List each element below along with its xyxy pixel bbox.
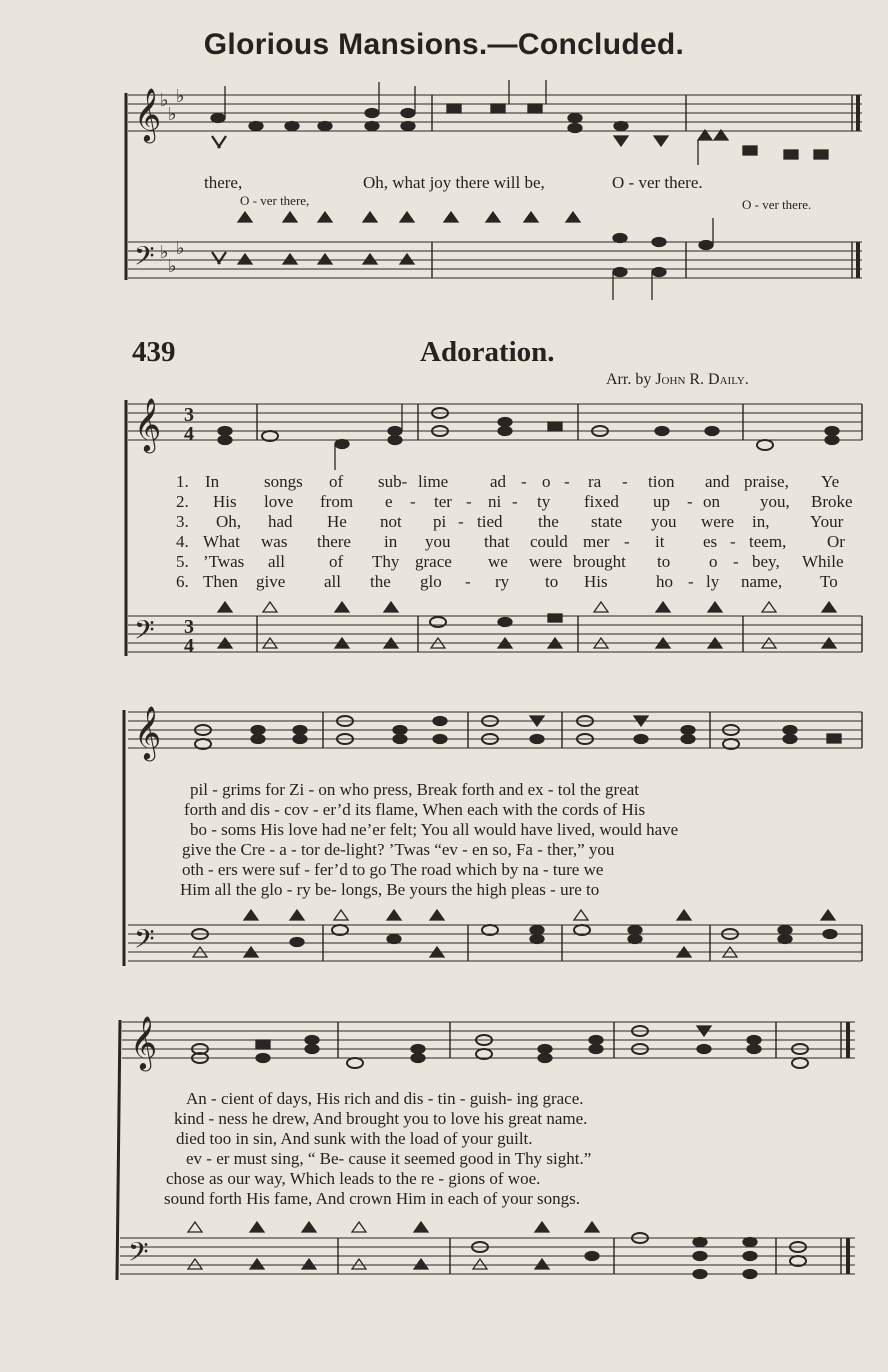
time-signature-bottom: 4 xyxy=(184,423,194,445)
echo-lyric-right: O - ver there. xyxy=(742,197,812,212)
lyric-word: - xyxy=(410,492,416,511)
lyric-word: - xyxy=(521,472,527,491)
lyric-word: was xyxy=(261,532,288,551)
verse-number: 4. xyxy=(176,532,189,551)
lyric-word: tied xyxy=(477,512,503,531)
lyric-word: up xyxy=(653,492,670,511)
lyric-word: you, xyxy=(760,492,790,511)
verse-line: kind - ness he drew, And brought you to love his great name. xyxy=(174,1109,588,1128)
verse-line: An - cient of days, His rich and dis - tin - guish- ing grace. xyxy=(186,1089,584,1108)
lyric-word: we xyxy=(488,552,508,571)
lyric-word: - xyxy=(466,492,472,511)
lyric-word: songs xyxy=(264,472,303,491)
lyric-word: could xyxy=(530,532,568,551)
lyric-word: on xyxy=(703,492,720,511)
lyric-word: in, xyxy=(752,512,770,531)
lyric-word: pi xyxy=(433,512,447,531)
lyric-word: all xyxy=(324,572,341,591)
treble-clef-icon: 𝄞 xyxy=(134,397,162,451)
lyric-word: bey, xyxy=(752,552,780,571)
lyric-word: the xyxy=(538,512,559,531)
verse-line: pil - grims for Zi - on who press, Break forth and ex - tol the great xyxy=(190,780,639,799)
lyric-word: ly xyxy=(706,572,720,591)
verse-line: died too in sin, And sunk with the load of your guilt. xyxy=(176,1129,533,1148)
lyric-word: were xyxy=(701,512,735,531)
lyric-word: all xyxy=(268,552,285,571)
lyric-word: His xyxy=(213,492,237,511)
verse-line: give the Cre - a - tor de-light? ’Twas “ev - en so, Fa - ther,” you xyxy=(182,840,615,859)
lyric-word: it xyxy=(655,532,665,551)
lyric-word: you xyxy=(425,532,451,551)
lyric-word: - xyxy=(733,552,739,571)
lyric-word: tion xyxy=(648,472,675,491)
lyric-word: While xyxy=(802,552,844,571)
lyric-word: Broke xyxy=(811,492,853,511)
lyric-word: - xyxy=(465,572,471,591)
svg-text:♭: ♭ xyxy=(168,104,177,125)
lyric-word: ad xyxy=(490,472,507,491)
verse-number: 5. xyxy=(176,552,189,571)
lyric-word: to xyxy=(545,572,559,591)
verse-line: Him all the glo - ry be- longs, Be yours the high pleas - ure to xyxy=(180,880,600,899)
lyric-word: state xyxy=(591,512,623,531)
lyric-word: give xyxy=(256,572,286,591)
lyric-phrase: Oh, what joy there will be, xyxy=(363,173,545,192)
svg-text:♭: ♭ xyxy=(176,238,185,259)
lyric-word: had xyxy=(268,512,293,531)
lyric-word: Your xyxy=(810,512,844,531)
verse-line: oth - ers were suf - fer’d to go The road which by na - ture we xyxy=(182,860,604,879)
music-system-top xyxy=(0,0,888,320)
lyric-word: mer xyxy=(583,532,610,551)
verse-number: 2. xyxy=(176,492,189,511)
verse-line: chose as our way, Which leads to the re - gions of woe. xyxy=(166,1169,541,1188)
lyric-word: you xyxy=(651,512,677,531)
lyric-word: ni xyxy=(488,492,502,511)
lyric-word: He xyxy=(327,512,347,531)
lyric-word: the xyxy=(370,572,391,591)
lyric-word: ty xyxy=(537,492,551,511)
svg-text:♭: ♭ xyxy=(168,256,177,277)
svg-text:♭: ♭ xyxy=(160,242,169,263)
svg-text:♭: ♭ xyxy=(176,86,185,107)
verse-number: 3. xyxy=(176,512,189,531)
lyric-word: - xyxy=(730,532,736,551)
treble-clef-icon: 𝄞 xyxy=(130,1015,158,1069)
lyric-word: o xyxy=(542,472,551,491)
bass-clef-icon: 𝄢 xyxy=(128,1236,149,1274)
lyric-word: of xyxy=(329,472,344,491)
lyric-word: glo xyxy=(420,572,442,591)
arranger-prefix: Arr. by xyxy=(606,371,652,388)
lyric-word: Thy xyxy=(372,552,400,571)
verse-line: bo - soms His love had ne’er felt; You all would have lived, would have xyxy=(190,820,679,839)
lyric-word: in xyxy=(384,532,398,551)
lyric-word: there xyxy=(317,532,351,551)
hymn-number: 439 xyxy=(132,336,176,368)
bass-clef-icon: 𝄢 xyxy=(134,923,155,961)
lyric-word: from xyxy=(320,492,354,511)
verse-number: 6. xyxy=(176,572,189,591)
verse-number: 1. xyxy=(176,472,189,491)
time-signature-top: 3 xyxy=(184,404,194,426)
lyric-word: there, xyxy=(204,173,243,192)
lyric-word: lime xyxy=(418,472,449,491)
lyric-word: not xyxy=(380,512,402,531)
lyric-word: sub- xyxy=(378,472,408,491)
page-header-title: Glorious Mansions.—Concluded. xyxy=(203,28,685,61)
lyric-word: To xyxy=(820,572,838,591)
lyric-word: What xyxy=(203,532,240,551)
lyric-word: to xyxy=(657,552,671,571)
lyric-word: ’Twas xyxy=(203,552,245,571)
lyric-word: e xyxy=(385,492,393,511)
lyric-word: ho xyxy=(656,572,673,591)
lyric-word: that xyxy=(484,532,510,551)
lyric-word: Then xyxy=(203,572,238,591)
verse-line: ev - er must sing, “ Be- cause it seemed good in Thy sight.” xyxy=(186,1149,592,1168)
bass-clef-icon: 𝄢 xyxy=(134,240,155,278)
hymn-title: Adoration. xyxy=(420,336,555,368)
lyric-word: Oh, xyxy=(216,512,242,531)
lyric-word: - xyxy=(622,472,628,491)
lyric-word: were xyxy=(529,552,563,571)
lyric-word: His xyxy=(584,572,608,591)
lyric-word: teem, xyxy=(749,532,787,551)
verse-line: sound forth His fame, And crown Him in each of your songs. xyxy=(164,1189,580,1208)
lyric-word: praise, xyxy=(744,472,789,491)
lyric-word: - xyxy=(688,572,694,591)
time-signature-top: 3 xyxy=(184,616,194,638)
arranger-credit xyxy=(606,371,749,389)
time-signature-bottom: 4 xyxy=(184,635,194,657)
lyric-word: name, xyxy=(741,572,783,591)
lyric-word: ra xyxy=(588,472,602,491)
lyric-word: - xyxy=(687,492,693,511)
lyric-word: - xyxy=(564,472,570,491)
lyric-word: grace xyxy=(415,552,452,571)
arranger-name: John R. Daily. xyxy=(655,371,749,388)
lyric-word: Ye xyxy=(821,472,840,491)
lyric-word: es xyxy=(703,532,718,551)
lyric-word: - xyxy=(458,512,464,531)
lyric-word: ter xyxy=(434,492,452,511)
echo-lyric-left: O - ver there, xyxy=(240,193,310,208)
lyric-word: In xyxy=(205,472,220,491)
lyric-word: love xyxy=(264,492,294,511)
lyric-phrase: O - ver there. xyxy=(612,173,703,192)
bass-clef-icon: 𝄢 xyxy=(134,614,155,652)
treble-clef-icon: 𝄞 xyxy=(134,705,162,759)
lyric-word: fixed xyxy=(584,492,619,511)
lyric-word: Or xyxy=(827,532,845,551)
lyric-word: ry xyxy=(495,572,510,591)
lyric-word: brought xyxy=(573,552,626,571)
verse-line: forth and dis - cov - er’d its flame, When each with the cords of His xyxy=(184,800,646,819)
lyric-word: of xyxy=(329,552,344,571)
lyric-word: - xyxy=(512,492,518,511)
lyric-word: - xyxy=(624,532,630,551)
treble-clef-icon: 𝄞 xyxy=(134,87,162,141)
lyric-word: and xyxy=(705,472,730,491)
svg-text:♭: ♭ xyxy=(160,90,169,111)
lyric-word: o xyxy=(709,552,718,571)
